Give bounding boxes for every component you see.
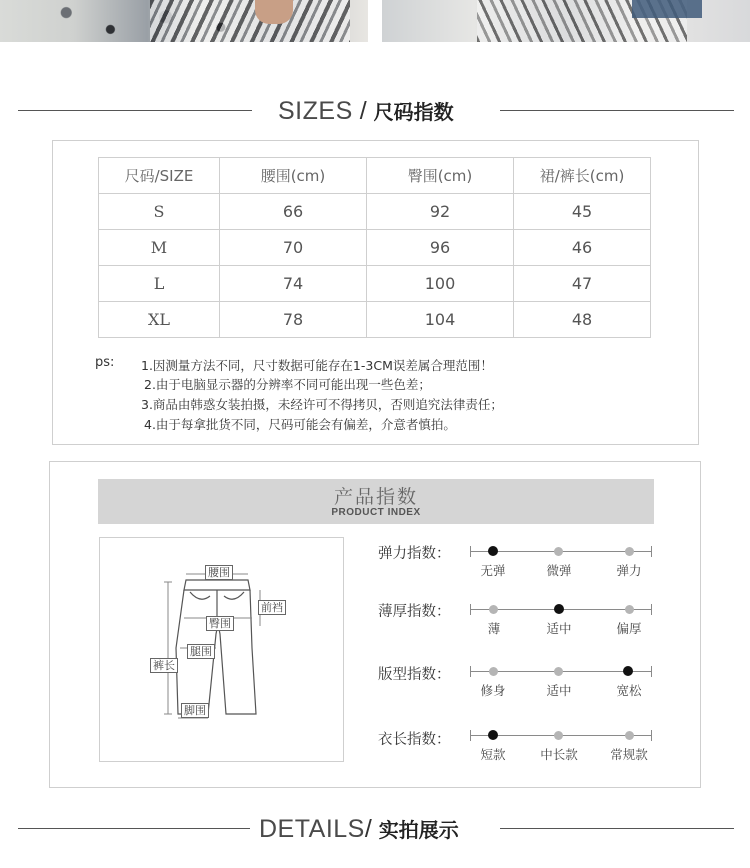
pants-measurement-diagram — [99, 537, 344, 762]
size-table-header — [99, 158, 651, 194]
index-label: 薄厚指数： — [378, 604, 451, 620]
index-scale-tick — [470, 666, 471, 677]
sizes-heading — [278, 96, 454, 126]
note-item: 4.由于每拿批货不同，尺码可能会有偏差，介意者慎拍。 — [144, 417, 456, 432]
index-dot — [489, 667, 498, 676]
table-row — [99, 230, 651, 266]
note-item: 1.因测量方法不同，尺寸数据可能存在1-3CM误差属合理范围！ — [141, 358, 493, 373]
index-option: 宽松 — [616, 683, 642, 698]
diagram-label-hip: 臀围 — [206, 616, 234, 631]
note-item: 2.由于电脑显示器的分辨率不同可能出现一些色差； — [144, 377, 431, 392]
details-heading-en: DETAILS — [259, 815, 365, 843]
index-scale-tick — [651, 546, 652, 557]
table-row — [99, 302, 651, 338]
product-index-title: 产品指数 — [333, 486, 418, 508]
size-cell: XL — [99, 302, 220, 338]
index-scale-tick — [651, 604, 652, 615]
index-dot — [554, 731, 563, 740]
diagram-label-hem: 脚围 — [181, 703, 209, 718]
header-hip: 臀围(cm) — [367, 158, 514, 194]
table-row — [99, 266, 651, 302]
header-length: 裙/裤长(cm) — [514, 158, 651, 194]
index-option: 中长款 — [540, 747, 578, 762]
hip-cell: 92 — [367, 194, 514, 230]
top-photo-right — [382, 0, 750, 42]
top-photo-left — [0, 0, 368, 42]
index-dot — [554, 667, 563, 676]
index-option: 适中 — [546, 683, 572, 698]
index-dot — [625, 731, 634, 740]
diagram-label-front-rise: 前裆 — [258, 600, 286, 615]
index-option: 弹力 — [616, 563, 642, 578]
hip-cell: 100 — [367, 266, 514, 302]
index-option: 常规款 — [610, 747, 648, 762]
details-rule-right — [500, 828, 734, 829]
hip-cell: 104 — [367, 302, 514, 338]
index-scale-tick — [651, 730, 652, 741]
size-table — [98, 157, 651, 338]
header-waist: 腰围(cm) — [220, 158, 367, 194]
waist-cell: 70 — [220, 230, 367, 266]
hip-cell: 96 — [367, 230, 514, 266]
index-option: 无弹 — [480, 563, 506, 578]
index-scale-tick — [470, 730, 471, 741]
size-cell: L — [99, 266, 220, 302]
index-option: 偏厚 — [616, 621, 642, 636]
index-option: 微弹 — [546, 563, 572, 578]
index-option: 修身 — [480, 683, 506, 698]
index-dot-selected — [488, 730, 498, 740]
details-heading — [259, 814, 459, 844]
notes-label: ps: — [95, 355, 115, 370]
product-index-banner — [98, 479, 654, 524]
index-dot — [625, 605, 634, 614]
index-dot-selected — [488, 546, 498, 556]
index-label: 版型指数： — [378, 667, 451, 683]
index-scale-tick — [470, 546, 471, 557]
index-dot — [489, 605, 498, 614]
waist-cell: 78 — [220, 302, 367, 338]
waist-cell: 66 — [220, 194, 367, 230]
size-cell: M — [99, 230, 220, 266]
index-option: 薄 — [487, 621, 501, 636]
heading-rule-left — [18, 110, 252, 111]
sizes-heading-sep: / — [352, 97, 374, 125]
diagram-label-length: 裤长 — [150, 658, 178, 673]
index-scale-tick — [651, 666, 652, 677]
sizes-heading-cn: 尺码指数 — [373, 100, 454, 124]
waist-cell: 74 — [220, 266, 367, 302]
table-row — [99, 194, 651, 230]
index-option: 短款 — [480, 747, 506, 762]
index-label: 弹力指数： — [378, 546, 451, 562]
index-scale-tick — [470, 604, 471, 615]
sizes-heading-en: SIZES — [278, 97, 353, 125]
size-cell: S — [99, 194, 220, 230]
length-cell: 46 — [514, 230, 651, 266]
length-cell: 45 — [514, 194, 651, 230]
heading-rule-right — [500, 110, 734, 111]
index-dot — [554, 547, 563, 556]
index-dot-selected — [554, 604, 564, 614]
index-dot-selected — [623, 666, 633, 676]
product-index-subtitle: PRODUCT INDEX — [331, 507, 421, 518]
details-heading-cn: 实拍展示 — [378, 818, 459, 842]
diagram-label-waist: 腰围 — [205, 565, 233, 580]
index-option: 适中 — [546, 621, 572, 636]
header-size: 尺码/SIZE — [99, 158, 220, 194]
index-label: 衣长指数： — [378, 732, 451, 748]
diagram-label-thigh: 腿围 — [187, 644, 215, 659]
length-cell: 48 — [514, 302, 651, 338]
details-heading-sep: / — [364, 815, 379, 843]
details-rule-left — [18, 828, 250, 829]
index-dot — [625, 547, 634, 556]
length-cell: 47 — [514, 266, 651, 302]
note-item: 3.商品由韩惑女装拍摄，未经许可不得拷贝，否则追究法律责任； — [141, 397, 503, 412]
